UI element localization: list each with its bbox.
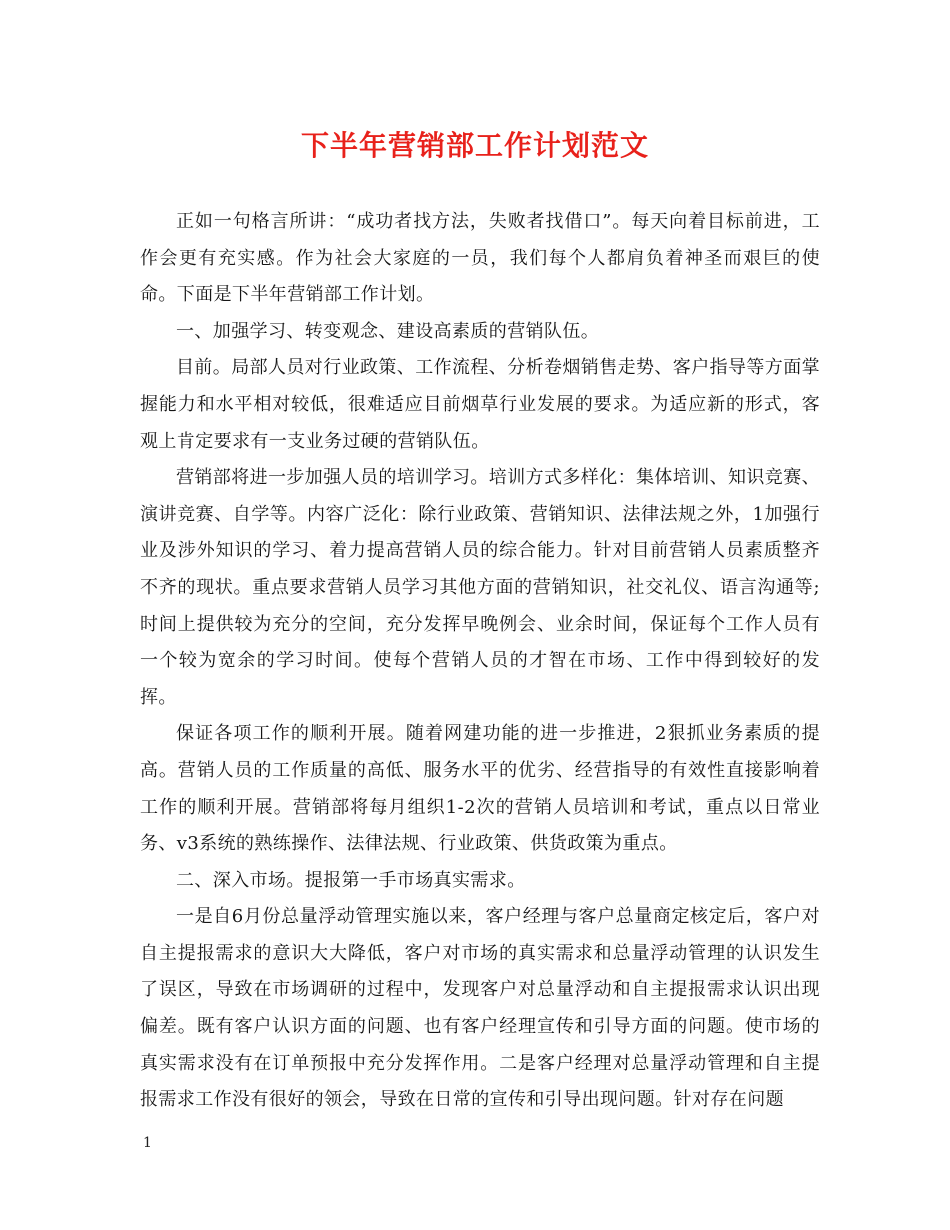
paragraph-work-progress: 保证各项工作的顺利开展。随着网建功能的进一步推进，2狠抓业务素质的提高。营销人员的工作质量的高低、服务水平的优劣、经营指导的有效性直接影响着工作的顺利开展。营销部将每月组织1-2次的营销人员培训和考试，重点以日常业务、v3系统的熟练操作、法律法规、行业政策、供货政策为重点。 (140, 723, 820, 855)
paragraph-intro: 正如一句格言所讲：“成功者找方法，失败者找借口”。每天向着目标前进，工作会更有充实感。作为社会大家庭的一员，我们每个人都肩负着神圣而艰巨的使命。下面是下半年营销部工作计划。 (140, 211, 820, 306)
paragraph-heading-2: 二、深入市场。提报第一手市场真实需求。 (176, 869, 526, 891)
paragraph-current-status: 目前。局部人员对行业政策、工作流程、分析卷烟销售走势、客户指导等方面掌握能力和水平相对较低，很难适应目前烟草行业发展的要求。为适应新的形式，客观上肯定要求有一支业务过硬的营销队伍。 (140, 357, 820, 452)
paragraph-training: 营销部将进一步加强人员的培训学习。培训方式多样化：集体培训、知识竞赛、演讲竞赛、自学等。内容广泛化：除行业政策、营销知识、法律法规之外，1加强行业及涉外知识的学习、着力提高营销人员的综合能力。针对目前营销人员素质整齐不齐的现状。重点要求营销人员学习其他方面的营销知识，社交礼仪、语言沟通等;时间上提供较为充分的空间，充分发挥早晚例会、业余时间，保证每个工作人员有一个较为宽余的学习时间。使每个营销人员的才智在市场、工作中得到较好的发挥。 (140, 467, 820, 708)
paragraph-market-demand: 一是自6月份总量浮动管理实施以来，客户经理与客户总量商定核定后，客户对自主提报需求的意识大大降低，客户对市场的真实需求和总量浮动管理的认识发生了误区，导致在市场调研的过程中，发现客户对总量浮动和自主提报需求认识出现偏差。既有客户认识方面的问题、也有客户经理宣传和引导方面的问题。使市场的真实需求没有在订单预报中充分发挥作用。二是客户经理对总量浮动管理和自主提报需求工作没有很好的领会，导致在日常的宣传和引导出现问题。针对存在问题 (140, 906, 820, 1111)
document-body (140, 204, 820, 1119)
paragraph-heading-1: 一、加强学习、转变观念、建设高素质的营销队伍。 (176, 320, 600, 342)
document-title: 下半年营销部工作计划范文 (300, 129, 649, 162)
page-number: 1 (143, 1135, 152, 1151)
